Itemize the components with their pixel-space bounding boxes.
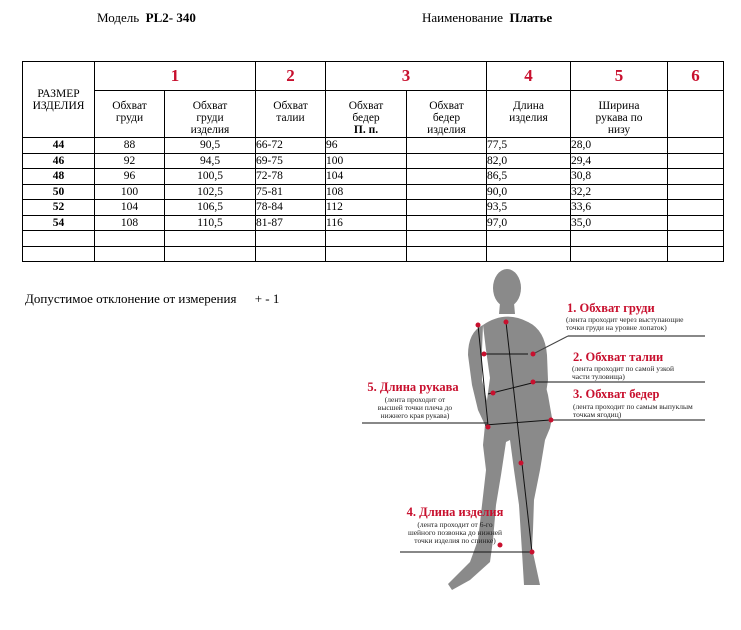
table-cell: 29,4 bbox=[571, 153, 668, 169]
subheader-garment-chest: Обхват груди изделия bbox=[165, 91, 256, 138]
table-cell: 33,6 bbox=[571, 200, 668, 216]
table-cell: 88 bbox=[95, 138, 165, 154]
measure-label-4 bbox=[407, 505, 504, 545]
svg-text:точки изделия по спинке): точки изделия по спинке) bbox=[414, 536, 496, 545]
svg-text:(лента проходит через выступаю: (лента проходит через выступающие bbox=[566, 315, 684, 324]
svg-text:шейного позвонка до нижней: шейного позвонка до нижней bbox=[407, 528, 503, 537]
size-cell: 52 bbox=[23, 200, 95, 216]
table-cell: 86,5 bbox=[487, 169, 571, 185]
table-cell: 108 bbox=[95, 215, 165, 231]
name-value: Платье bbox=[509, 10, 553, 25]
subheader-sleeve-width: Ширина рукава по низу bbox=[571, 91, 668, 138]
size-cell: 50 bbox=[23, 184, 95, 200]
table-cell: 30,8 bbox=[571, 169, 668, 185]
table-cell: 102,5 bbox=[165, 184, 256, 200]
svg-text:точкам ягодиц): точкам ягодиц) bbox=[573, 410, 622, 419]
table-cell: 112 bbox=[326, 200, 407, 216]
table-cell: 32,2 bbox=[571, 184, 668, 200]
table-cell: 116 bbox=[326, 215, 407, 231]
table-cell: 78-84 bbox=[256, 200, 326, 216]
svg-text:нижнего края рукава): нижнего края рукава) bbox=[380, 411, 450, 420]
table-cell: 75-81 bbox=[256, 184, 326, 200]
subheader-waist: Обхват талии bbox=[256, 91, 326, 138]
size-cell: 48 bbox=[23, 169, 95, 185]
table-cell: 69-75 bbox=[256, 153, 326, 169]
table-cell: 35,0 bbox=[571, 215, 668, 231]
subheader-garment-hips: Обхват бедер изделия bbox=[407, 91, 487, 138]
table-cell: 72-78 bbox=[256, 169, 326, 185]
group-number-2: 2 bbox=[256, 62, 326, 91]
table-cell: 90,0 bbox=[487, 184, 571, 200]
size-cell: 54 bbox=[23, 215, 95, 231]
table-cell: 100 bbox=[326, 153, 407, 169]
subheader-hips: Обхват бедер П. п. bbox=[326, 91, 407, 138]
measure-title-2: 2. Обхват талии bbox=[573, 350, 664, 364]
table-cell: 100 bbox=[95, 184, 165, 200]
table-cell: 92 bbox=[95, 153, 165, 169]
group-number-5: 5 bbox=[571, 62, 668, 91]
measure-title-4: 4. Длина изделия bbox=[406, 505, 504, 519]
measure-title-3: 3. Обхват бедер bbox=[573, 387, 660, 401]
table-cell: 96 bbox=[326, 138, 407, 154]
measure-label-2 bbox=[572, 350, 674, 381]
svg-text:(лента проходит от: (лента проходит от bbox=[384, 395, 446, 404]
tolerance-value: + - 1 bbox=[254, 291, 280, 306]
subheader-chest: Обхват груди bbox=[95, 91, 165, 138]
tolerance-label: Допустимое отклонение от измерения bbox=[25, 291, 237, 306]
table-cell: 96 bbox=[95, 169, 165, 185]
measure-title-5: 5. Длина рукава bbox=[367, 380, 459, 394]
size-cell: 44 bbox=[23, 138, 95, 154]
group-number-4: 4 bbox=[487, 62, 571, 91]
model-value: PL2- 340 bbox=[145, 10, 196, 25]
measure-label-1 bbox=[566, 301, 684, 332]
table-cell: 106,5 bbox=[165, 200, 256, 216]
table-cell: 104 bbox=[95, 200, 165, 216]
table-cell: 82,0 bbox=[487, 153, 571, 169]
svg-text:точки груди на уровне лопаток): точки груди на уровне лопаток) bbox=[566, 323, 667, 332]
table-cell: 110,5 bbox=[165, 215, 256, 231]
subheader-length: Длина изделия bbox=[487, 91, 571, 138]
svg-text:(лента проходит по самым выпук: (лента проходит по самым выпуклым bbox=[573, 402, 693, 411]
group-number-3: 3 bbox=[326, 62, 487, 91]
table-cell: 90,5 bbox=[165, 138, 256, 154]
measure-title-1: 1. Обхват груди bbox=[567, 301, 655, 315]
table-cell: 104 bbox=[326, 169, 407, 185]
measure-label-5 bbox=[367, 380, 459, 420]
table-cell: 100,5 bbox=[165, 169, 256, 185]
table-cell: 81-87 bbox=[256, 215, 326, 231]
table-cell: 28,0 bbox=[571, 138, 668, 154]
table-cell: 77,5 bbox=[487, 138, 571, 154]
size-header-cell: РАЗМЕР ИЗДЕЛИЯ bbox=[23, 62, 95, 138]
table-cell: 93,5 bbox=[487, 200, 571, 216]
svg-text:(лента проходит от 6-го: (лента проходит от 6-го bbox=[417, 520, 493, 529]
group-number-1: 1 bbox=[95, 62, 256, 91]
table-cell: 97,0 bbox=[487, 215, 571, 231]
name-label: Наименование bbox=[422, 10, 503, 25]
size-cell: 46 bbox=[23, 153, 95, 169]
measure-label-3 bbox=[573, 387, 693, 419]
table-cell: 66-72 bbox=[256, 138, 326, 154]
table-cell: 108 bbox=[326, 184, 407, 200]
group-number-6: 6 bbox=[668, 62, 724, 91]
svg-text:части туловища): части туловища) bbox=[572, 372, 625, 381]
table-cell: 94,5 bbox=[165, 153, 256, 169]
svg-text:высшей точки плеча до: высшей точки плеча до bbox=[377, 403, 453, 412]
svg-text:(лента проходит по самой узкой: (лента проходит по самой узкой bbox=[572, 364, 674, 373]
model-label: Модель bbox=[97, 10, 140, 25]
